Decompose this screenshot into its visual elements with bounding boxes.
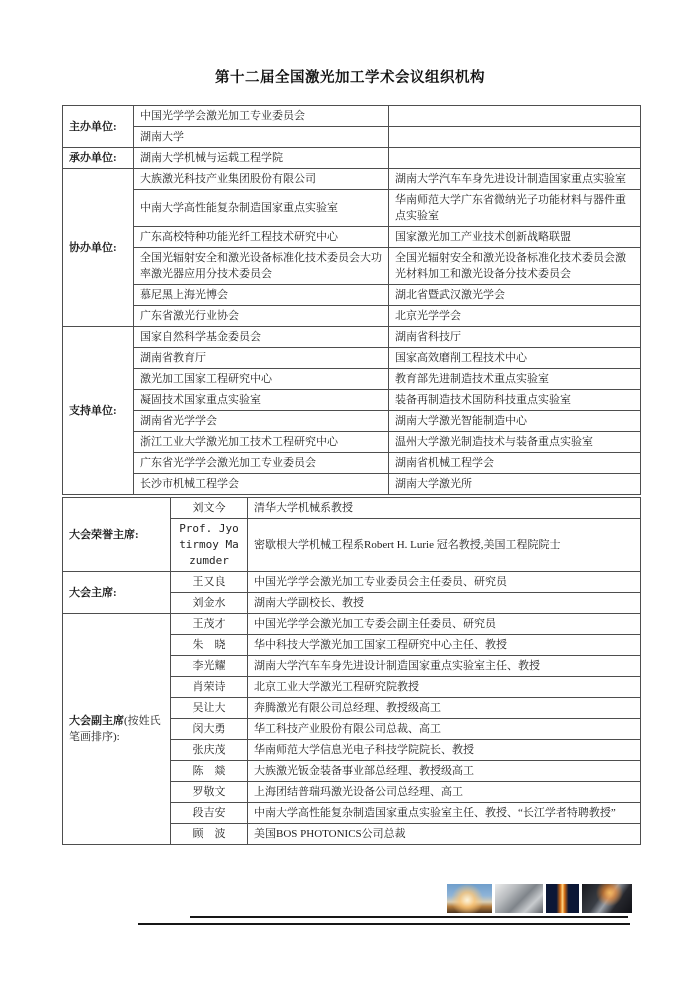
chair-desc: 北京工业大学激光工程研究院教授 xyxy=(248,677,641,698)
org-unit-cell: 华南师范大学广东省微纳光子功能材料与器件重点实验室 xyxy=(389,190,641,227)
chair-desc: 中国光学学会激光加工专委会副主任委员、研究员 xyxy=(248,614,641,635)
divider-line-bottom xyxy=(138,923,630,925)
chair-name: 段吉安 xyxy=(171,803,248,824)
page-title: 第十二届全国激光加工学术会议组织机构 xyxy=(215,70,485,86)
photo-laser-flame xyxy=(546,884,579,913)
table-row xyxy=(63,227,641,248)
chair-name: 罗敬文 xyxy=(171,782,248,803)
org-unit-cell: 湖南省光学学会 xyxy=(134,411,389,432)
table-row xyxy=(63,432,641,453)
org-unit-cell-empty xyxy=(389,148,641,169)
chair-name: 闵大勇 xyxy=(171,719,248,740)
chair-desc: 湖南大学副校长、教授 xyxy=(248,593,641,614)
chair-name: 顾 波 xyxy=(171,824,248,845)
label-conference-chair: 大会主席: xyxy=(63,572,171,614)
table-row xyxy=(63,390,641,411)
org-unit-cell: 中南大学高性能复杂制造国家重点实验室 xyxy=(134,190,389,227)
org-unit-cell: 全国光辐射安全和激光设备标准化技术委员会激光材料加工和激光设备分技术委员会 xyxy=(389,248,641,285)
table-row xyxy=(63,474,641,495)
table-row xyxy=(63,348,641,369)
label-vice-chairs xyxy=(63,614,171,845)
org-unit-cell-empty xyxy=(389,106,641,127)
chair-name: 李光耀 xyxy=(171,656,248,677)
label-honorary-chair: 大会荣誉主席: xyxy=(63,498,171,572)
chair-name: 朱 晓 xyxy=(171,635,248,656)
conference-chairs-table xyxy=(62,497,641,845)
org-unit-cell: 湖南省科技厅 xyxy=(389,327,641,348)
org-unit-cell: 广东高校特种功能光纤工程技术研究中心 xyxy=(134,227,389,248)
label-vice-chairs-main: 大会副主席 xyxy=(69,715,124,727)
org-unit-cell: 湖南大学 xyxy=(134,127,389,148)
label-vice-chairs-note: (按姓氏笔画排序): xyxy=(69,715,161,743)
org-unit-cell: 教育部先进制造技术重点实验室 xyxy=(389,369,641,390)
photo-rocket-launch xyxy=(447,884,492,913)
label-co-organizer-units: 协办单位: xyxy=(63,169,134,327)
org-unit-cell: 国家自然科学基金委员会 xyxy=(134,327,389,348)
table-row xyxy=(63,190,641,227)
chair-name: Prof. Jyotirmoy Mazumder xyxy=(171,519,248,572)
label-host-units: 主办单位: xyxy=(63,106,134,148)
table-row xyxy=(63,169,641,190)
org-unit-cell: 温州大学激光制造技术与装备重点实验室 xyxy=(389,432,641,453)
chair-name: 肖荣诗 xyxy=(171,677,248,698)
org-unit-cell: 中国光学学会激光加工专业委员会 xyxy=(134,106,389,127)
org-unit-cell: 慕尼黑上海光博会 xyxy=(134,285,389,306)
table-row xyxy=(63,498,641,519)
photo-machined-metal-part xyxy=(495,884,543,913)
org-unit-cell: 激光加工国家工程研究中心 xyxy=(134,369,389,390)
table-row xyxy=(63,327,641,348)
chair-name: 刘金水 xyxy=(171,593,248,614)
table-row xyxy=(63,285,641,306)
chair-name: 王又良 xyxy=(171,572,248,593)
org-unit-cell: 湖南省教育厅 xyxy=(134,348,389,369)
chair-desc: 大族激光钣金装备事业部总经理、教授级高工 xyxy=(248,761,641,782)
org-unit-cell: 湖南大学汽车车身先进设计制造国家重点实验室 xyxy=(389,169,641,190)
org-unit-cell: 全国光辐射安全和激光设备标准化技术委员会大功率激光器应用分技术委员会 xyxy=(134,248,389,285)
chair-desc: 中国光学学会激光加工专业委员会主任委员、研究员 xyxy=(248,572,641,593)
org-unit-cell: 浙江工业大学激光加工技术工程研究中心 xyxy=(134,432,389,453)
table-row xyxy=(63,411,641,432)
org-unit-cell: 国家激光加工产业技术创新战略联盟 xyxy=(389,227,641,248)
chair-name: 陈 燚 xyxy=(171,761,248,782)
org-unit-cell: 装备再制造技术国防科技重点实验室 xyxy=(389,390,641,411)
org-unit-cell: 广东省激光行业协会 xyxy=(134,306,389,327)
chair-desc: 华南师范大学信息光电子科技学院院长、教授 xyxy=(248,740,641,761)
photo-laser-cutting-machine xyxy=(582,884,632,913)
table-row xyxy=(63,248,641,285)
org-unit-cell: 国家高效磨削工程技术中心 xyxy=(389,348,641,369)
org-unit-cell: 湖南大学机械与运载工程学院 xyxy=(134,148,389,169)
divider-line-top xyxy=(190,916,628,918)
org-unit-cell: 凝固技术国家重点实验室 xyxy=(134,390,389,411)
chair-name: 吴让大 xyxy=(171,698,248,719)
org-unit-cell: 广东省光学学会激光加工专业委员会 xyxy=(134,453,389,474)
org-unit-cell: 湖南大学激光智能制造中心 xyxy=(389,411,641,432)
org-unit-cell-empty xyxy=(389,127,641,148)
chair-desc: 华工科技产业股份有限公司总裁、高工 xyxy=(248,719,641,740)
table-row xyxy=(63,148,641,169)
chair-desc: 清华大学机械系教授 xyxy=(248,498,641,519)
org-unit-cell: 北京光学学会 xyxy=(389,306,641,327)
chair-desc: 中南大学高性能复杂制造国家重点实验室主任、教授、“长江学者特聘教授” xyxy=(248,803,641,824)
chair-name: 张庆茂 xyxy=(171,740,248,761)
label-organizer-units: 承办单位: xyxy=(63,148,134,169)
chair-name: 刘文今 xyxy=(171,498,248,519)
table-row xyxy=(63,306,641,327)
table-row xyxy=(63,614,641,635)
org-unit-cell: 湖南大学激光所 xyxy=(389,474,641,495)
chair-desc: 华中科技大学激光加工国家工程研究中心主任、教授 xyxy=(248,635,641,656)
org-unit-cell: 湖南省机械工程学会 xyxy=(389,453,641,474)
chair-desc: 密歇根大学机械工程系Robert H. Lurie 冠名教授,美国工程院院士 xyxy=(248,519,641,572)
org-unit-cell: 大族激光科技产业集团股份有限公司 xyxy=(134,169,389,190)
chair-name: 王茂才 xyxy=(171,614,248,635)
table-row xyxy=(63,369,641,390)
chair-desc: 上海团结普瑞玛激光设备公司总经理、高工 xyxy=(248,782,641,803)
org-unit-cell: 长沙市机械工程学会 xyxy=(134,474,389,495)
table-row xyxy=(63,106,641,127)
table-row xyxy=(63,127,641,148)
organizing-units-table xyxy=(62,105,641,495)
label-supporting-units: 支持单位: xyxy=(63,327,134,495)
chair-desc: 奔腾激光有限公司总经理、教授级高工 xyxy=(248,698,641,719)
chair-desc: 美国BOS PHOTONICS公司总裁 xyxy=(248,824,641,845)
photo-strip xyxy=(447,884,632,913)
table-row xyxy=(63,572,641,593)
chair-desc: 湖南大学汽车车身先进设计制造国家重点实验室主任、教授 xyxy=(248,656,641,677)
org-unit-cell: 湖北省暨武汉激光学会 xyxy=(389,285,641,306)
table-row xyxy=(63,453,641,474)
